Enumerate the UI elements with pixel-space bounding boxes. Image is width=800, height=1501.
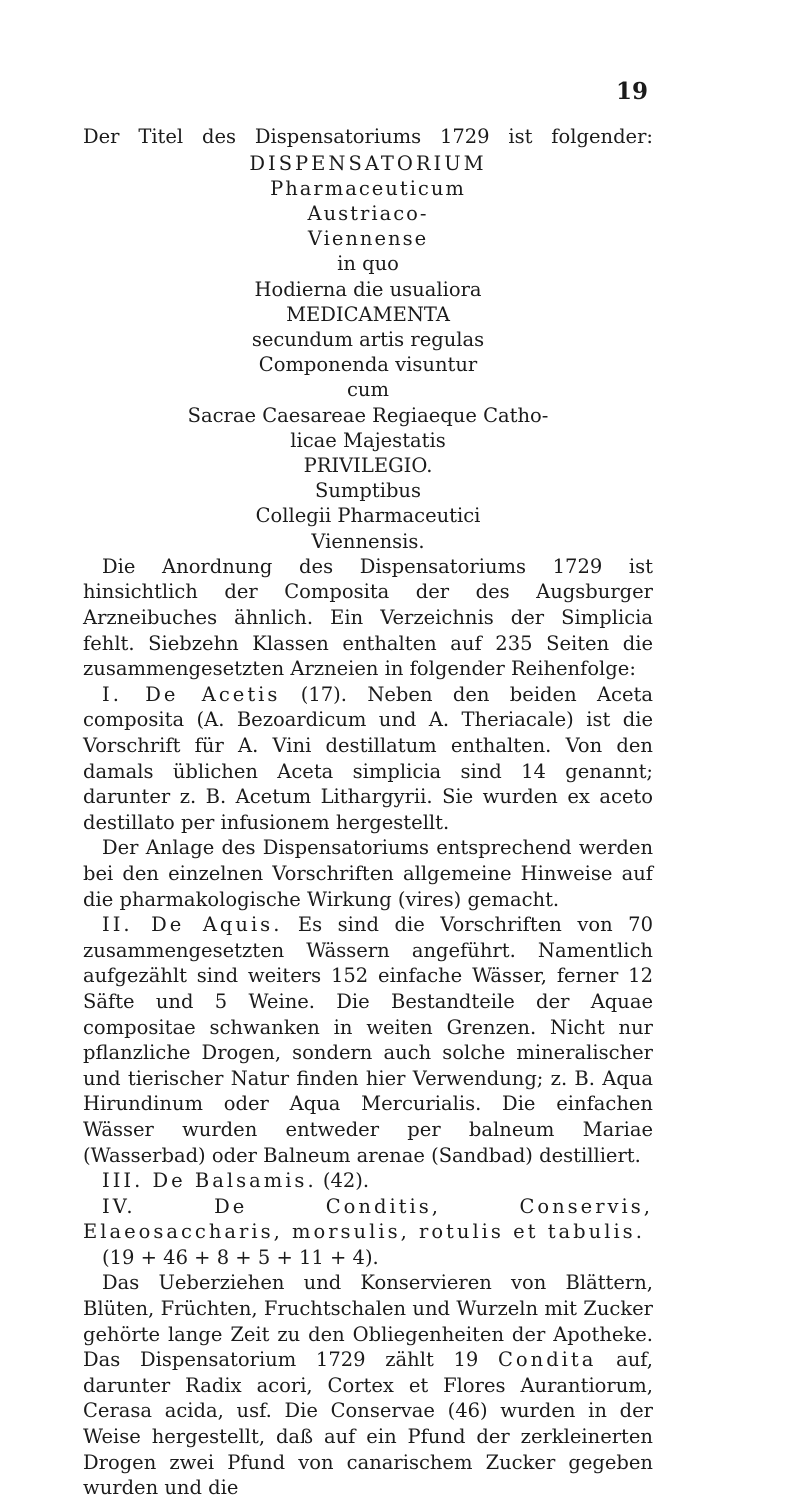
title-line: MEDICAMENTA bbox=[286, 302, 450, 326]
title-line: Hodierna die usualiora bbox=[254, 277, 482, 301]
section-text: Das Ueberziehen und Konservieren von Blättern, Blüten, Früchten, Fruchtschalen und Wurzeln mit Zucker gehörte lange Zeit zu den Obliegenheiten der Apotheke. Das Dispensatorium 1729 zählt 19 bbox=[83, 1271, 653, 1372]
section-text: (42). bbox=[316, 1169, 370, 1193]
title-intro: Der Titel des Dispensatoriums 1729 ist folgender: bbox=[83, 125, 653, 148]
paragraph-de-aquis bbox=[83, 912, 653, 1168]
section-heading-de-balsamis: III. De Balsamis. bbox=[102, 1169, 317, 1193]
title-line: in quo bbox=[337, 252, 399, 276]
title-line: Componenda visuntur bbox=[258, 353, 478, 377]
title-line: Viennense bbox=[307, 227, 429, 251]
paragraph-de-balsamis bbox=[83, 1168, 653, 1194]
section-heading-de-acetis: I. De Acetis bbox=[102, 682, 281, 706]
item-count-formula: (19 + 46 + 8 + 5 + 11 + 4). bbox=[102, 1245, 379, 1269]
title-line: Sacrae Caesareae Regiaeque Catho- bbox=[187, 403, 549, 427]
title-line: DISPENSATORIUM bbox=[249, 151, 487, 175]
section-heading-de-conditis: IV. De Conditis, Conservis, Elaeosaccharis, morsulis, rotulis et tabulis. bbox=[83, 1194, 653, 1244]
section-text: auf, darunter Radix acori, Cortex et Flores Aurantiorum, Cerasa acida, usf. Die Conservae (46) wurden in der Weise hergestellt, daß auf ein Pfund der zerkleinerten Drogen zwei Pfund von canarischem Zucker gegeben wurden und die bbox=[83, 1348, 653, 1500]
term-condita: Condita bbox=[497, 1348, 597, 1372]
title-line: PRIVILEGIO. bbox=[303, 454, 433, 478]
title-line: Sumptibus bbox=[314, 479, 421, 503]
page-number: 19 bbox=[615, 78, 648, 105]
title-line: Collegii Pharmaceutici bbox=[255, 504, 481, 528]
title-line: Pharmaceuticum bbox=[270, 176, 466, 200]
title-line: licae Majestatis bbox=[290, 428, 446, 452]
paragraph-vires: Der Anlage des Dispensatoriums entsprechend werden bei den einzelnen Vorschriften allgemeine Hinweise auf die pharmakologische Wirkung (vires) gemacht. bbox=[83, 836, 653, 911]
section-text: Es sind die Vorschriften von 70 zusammengesetzten Wässern angeführt. Namentlich aufgezählt sind weiters 152 einfache Wässer, ferner 12 Säfte und 5 Weine. Die Bestandteile der Aquae compositae schwanken in weiten Grenzen. Nicht nur pflanzliche Drogen, sondern auch solche mineralischer und tierischer Natur finden hier Verwendung; z. B. Aqua Hirundinum oder Aqua Mercurialis. Die einfachen Wässer wurden entweder per balneum Mariae (Wasserbad) oder Balneum arenae (Sandbad) destilliert. bbox=[83, 913, 653, 1167]
title-line: cum bbox=[347, 378, 389, 402]
title-line: Viennensis. bbox=[311, 529, 425, 553]
section-text: (17). Neben den beiden Aceta composita (A. Bezoardicum und A. Theriacale) ist die Vorschrift für A. Vini destillatum enthalten. Von den damals üblichen Aceta simplicia sind 14 genannt; darunter z. B. Acetum Lithargyrii. Sie wurden ex aceto destillato per infusionem hergestellt. bbox=[83, 682, 653, 834]
title-line: Austriaco- bbox=[307, 202, 429, 225]
title-line: secundum artis regulas bbox=[251, 328, 485, 352]
paragraph-arrangement: Die Anordnung des Dispensatoriums 1729 ist hinsichtlich der Composita der des Augsburger Arzneibuches ähnlich. Ein Verzeichnis der Simplicia fehlt. Siebzehn Klassen enthalten auf 235 Seiten die zusammengesetzten Arzneien in folgender Reihenfolge: bbox=[83, 554, 653, 681]
paragraph-de-acetis bbox=[83, 682, 653, 836]
page-content bbox=[83, 124, 653, 1501]
paragraph-condita bbox=[83, 1270, 653, 1500]
dispensatorium-title-block bbox=[83, 151, 653, 554]
section-heading-de-aquis: II. De Aquis. bbox=[102, 913, 283, 937]
